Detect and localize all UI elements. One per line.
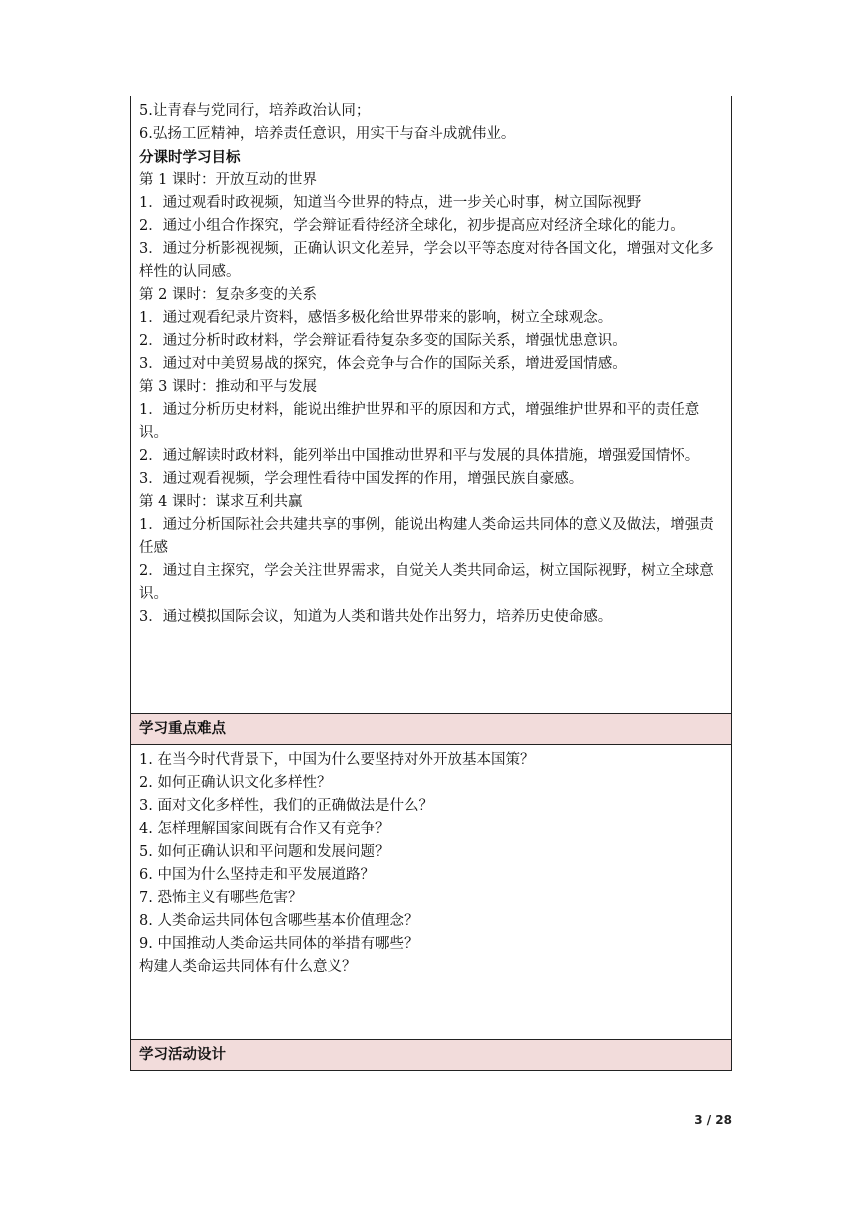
goal-line: 第 3 课时：推动和平与发展 [139, 379, 317, 395]
key-points-header: 学习重点难点 [131, 713, 731, 745]
key-point-item: 构建人类命运共同体有什么意义？ [139, 959, 357, 975]
key-point-item: 3. 面对文化多样性，我们的正确做法是什么？ [139, 798, 433, 814]
key-point-item: 6. 中国为什么坚持走和平发展道路？ [139, 867, 375, 883]
key-point-item: 8. 人类命运共同体包含哪些基本价值理念？ [139, 913, 419, 929]
lesson-plan-table [130, 96, 732, 1071]
key-point-item: 4. 怎样理解国家间既有合作又有竞争？ [139, 821, 390, 837]
goal-line: 1．通过观看纪录片资料，感悟多极化给世界带来的影响，树立全球观念。 [139, 310, 613, 326]
key-point-item: 5. 如何正确认识和平问题和发展问题？ [139, 844, 390, 860]
key-point-item: 2. 如何正确认识文化多样性？ [139, 775, 332, 791]
goal-line: 第 2 课时：复杂多变的关系 [139, 287, 317, 303]
section-subheading: 分课时学习目标 [139, 149, 241, 166]
goal-line: 第 1 课时：开放互动的世界 [139, 172, 317, 188]
goal-line: 2．通过分析时政材料，学会辩证看待复杂多变的国际关系，增强忧患意识。 [139, 333, 627, 349]
key-point-item: 1. 在当今时代背景下，中国为什么要坚持对外开放基本国策？ [139, 752, 535, 768]
goal-line: 3．通过分析影视视频，正确认识文化差异，学会以平等态度对待各国文化，增强对文化多样性的认同感。 [139, 241, 714, 280]
key-point-item: 9. 中国推动人类命运共同体的举措有哪些？ [139, 936, 419, 952]
key-point-item: 7. 恐怖主义有哪些危害？ [139, 890, 303, 906]
page-number: 3 / 28 [694, 1113, 732, 1127]
learning-goals-text [139, 100, 724, 629]
key-points-list [139, 749, 724, 979]
goal-line: 1．通过分析历史材料，能说出维护世界和平的原因和方式，增强维护世界和平的责任意识。 [139, 402, 700, 441]
goal-line: 2．通过小组合作探究，学会辩证看待经济全球化，初步提高应对经济全球化的能力。 [139, 218, 685, 234]
goal-line: 6.弘扬工匠精神，培养责任意识，用实干与奋斗成就伟业。 [139, 126, 516, 142]
activity-design-header: 学习活动设计 [131, 1039, 731, 1071]
goal-line: 2．通过自主探究，学会关注世界需求，自觉关人类共同命运，树立国际视野，树立全球意识。 [139, 563, 714, 602]
goal-line: 1．通过分析国际社会共建共享的事例，能说出构建人类命运共同体的意义及做法，增强责任感 [139, 517, 714, 556]
goal-line: 3．通过对中美贸易战的探究，体会竞争与合作的国际关系，增进爱国情感。 [139, 356, 627, 372]
key-points-cell [131, 745, 731, 1039]
goal-line: 3．通过模拟国际会议，知道为人类和谐共处作出努力，培养历史使命感。 [139, 609, 613, 625]
goal-line: 2．通过解读时政材料，能列举出中国推动世界和平与发展的具体措施，增强爱国情怀。 [139, 448, 700, 464]
goal-line: 5.让青春与党同行，培养政治认同； [139, 103, 371, 119]
goal-line: 1．通过观看时政视频，知道当今世界的特点，进一步关心时事，树立国际视野 [139, 195, 642, 211]
goal-line: 3．通过观看视频，学会理性看待中国发挥的作用，增强民族自豪感。 [139, 471, 584, 487]
goal-line: 第 4 课时：谋求互利共赢 [139, 494, 303, 510]
learning-goals-cell [131, 96, 731, 713]
